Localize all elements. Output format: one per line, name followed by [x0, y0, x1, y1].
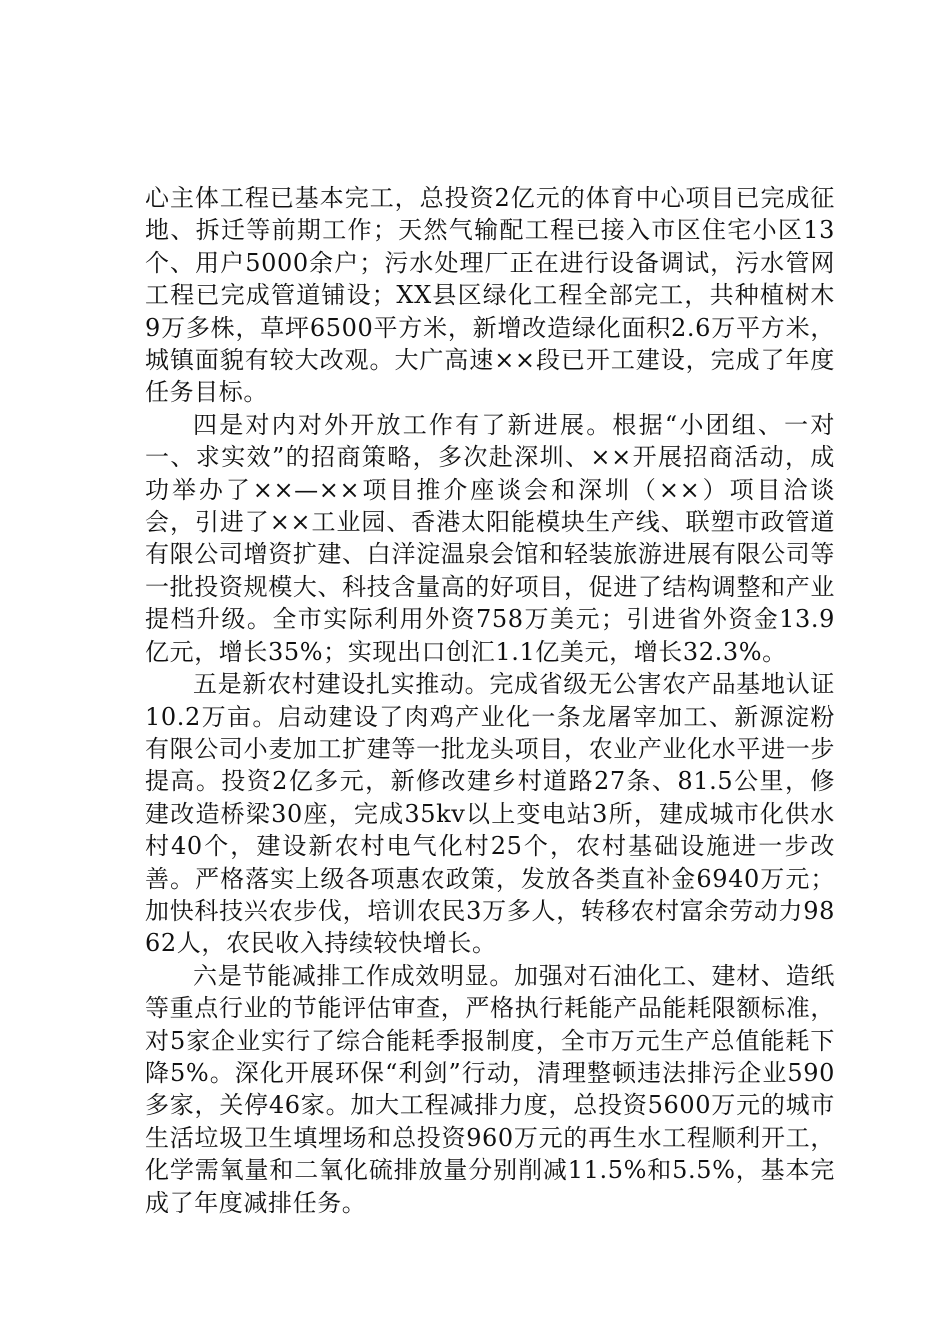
document-body — [145, 182, 835, 1219]
paragraph-continued: 心主体工程已基本完工，总投资2亿元的体育中心项目已完成征地、拆迁等前期工作；天然气输配工程已接入市区住宅小区13个、用户5000余户；污水处理厂正在进行设备调试，污水管网工程已完成管道铺设；XX县区绿化工程全部完工，共种植树木9万多株，草坪6500平方米，新增改造绿化面积2.6万平方米，城镇面貌有较大改观。大广高速××段已开工建设，完成了年度任务目标。 — [145, 184, 835, 407]
paragraph-opening-up: 四是对内对外开放工作有了新进展。根据“小团组、一对一、求实效”的招商策略，多次赴深圳、××开展招商活动，成功举办了××—××项目推介座谈会和深圳（××）项目洽谈会，引进了××工业园、香港太阳能模块生产线、联塑市政管道有限公司增资扩建、白洋淀温泉会馆和轻装旅游进展有限公司等一批投资规模大、科技含量高的好项目，促进了结构调整和产业提档升级。全市实际利用外资758万美元；引进省外资金13.9亿元，增长35%；实现出口创汇1.1亿美元，增长32.3%。 — [145, 410, 835, 666]
paragraph-energy-saving: 六是节能减排工作成效明显。加强对石油化工、建材、造纸等重点行业的节能评估审查，严格执行耗能产品能耗限额标准，对5家企业实行了综合能耗季报制度，全市万元生产总值能耗下降5%。深化开展环保“利剑”行动，清理整顿违法排污企业590多家，关停46家。加大工程减排力度，总投资5600万元的城市生活垃圾卫生填埋场和总投资960万元的再生水工程顺利开工，化学需氧量和二氧化硫排放量分别削减11.5%和5.5%，基本完成了年度减排任务。 — [145, 961, 835, 1217]
paragraph-new-countryside: 五是新农村建设扎实推动。完成省级无公害农产品基地认证10.2万亩。启动建设了肉鸡产业化一条龙屠宰加工、新源淀粉有限公司小麦加工扩建等一批龙头项目，农业产业化水平进一步提高。投资2亿多元，新修改建乡村道路27条、81.5公里，修建改造桥梁30座，完成35kv以上变电站3所，建成城市化供水村40个，建设新农村电气化村25个，农村基础设施进一步改善。严格落实上级各项惠农政策，发放各类直补金6940万元；加快科技兴农步伐，培训农民3万多人，转移农村富余劳动力9862人，农民收入持续较快增长。 — [145, 670, 835, 958]
